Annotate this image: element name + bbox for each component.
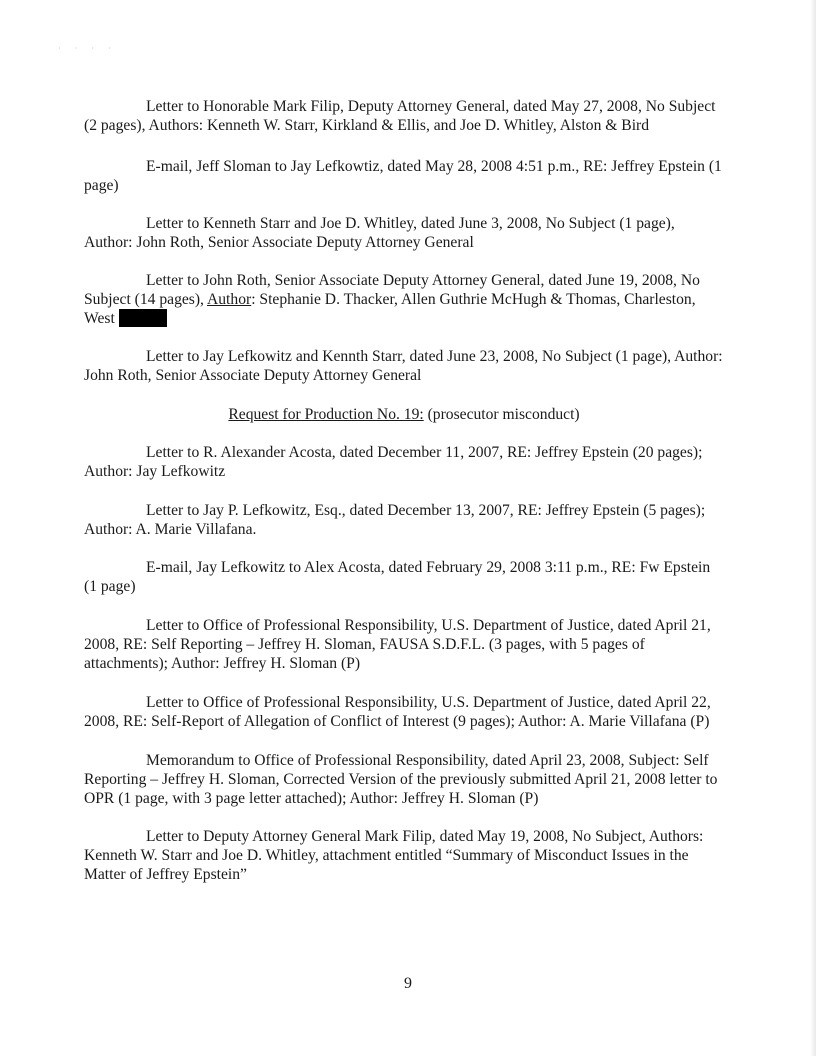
entry-opr-villafana-letter: Letter to Office of Professional Responsibility, U.S. Department of Justice, dated April 22, 2008, RE: Self-Report of Allegation of Conflict of Interest (9 pages); Author: A. Marie Villafana (P) (84, 694, 711, 730)
section-heading-rfp-19 (84, 405, 724, 424)
redaction-block (119, 309, 167, 327)
page-number: 9 (404, 975, 412, 992)
entry-lefkowitz-email: E-mail, Jay Lefkowitz to Alex Acosta, dated February 29, 2008 3:11 p.m., RE: Fw Epstein (1 page) (84, 559, 711, 595)
entry-thacker-text-before: Letter to John Roth, Senior Associate Deputy Attorney General, dated June 19, 2008, No Subject (14 pages), (84, 272, 700, 308)
entry-sloman-email: E-mail, Jeff Sloman to Jay Lefkowtiz, dated May 28, 2008 4:51 p.m., RE: Jeffrey Epstein (1 page) (84, 158, 722, 194)
entry-roth-letter-june23: Letter to Jay Lefkowitz and Kennth Starr, dated June 23, 2008, No Subject (1 page), Author: John Roth, Senior Associate Deputy Attorney General (84, 348, 723, 384)
scan-specks: · · · · (58, 44, 117, 53)
section-heading-underlined: Request for Production No. 19: (228, 406, 424, 423)
entry-opr-memorandum: Memorandum to Office of Professional Responsibility, dated April 23, 2008, Subject: Self Reporting – Jeffrey H. Sloman, Corrected Version of the previously submitted April 21, 2008 letter to OPR (1 page, with 3 page letter attached); Author: Jeffrey H. Sloman (P) (84, 752, 718, 807)
entry-filip-letter: Letter to Honorable Mark Filip, Deputy Attorney General, dated May 27, 2008, No Subject (2 pages), Authors: Kenneth W. Starr, Kirkland & Ellis, and Joe D. Whitley, Alston & Bird (84, 98, 716, 134)
document-body (84, 97, 724, 884)
entry-thacker-author-label: Author (207, 291, 252, 308)
entry-thacker-letter (84, 271, 724, 328)
entry-opr-sloman-letter: Letter to Office of Professional Responsibility, U.S. Department of Justice, dated April 21, 2008, RE: Self Reporting – Jeffrey H. Sloman, FAUSA S.D.F.L. (3 pages, with 5 pages of attachments); Author: Jeffrey H. Sloman (P) (84, 617, 711, 672)
entry-thacker-text-after: : Stephanie D. Thacker, Allen Guthrie McHugh & Thomas, Charleston, West (84, 291, 696, 327)
scan-edge-shadow (810, 0, 816, 1056)
entry-villafana-letter: Letter to Jay P. Lefkowitz, Esq., dated December 13, 2007, RE: Jeffrey Epstein (5 pages); Author: A. Marie Villafana. (84, 502, 706, 538)
section-heading-rest: (prosecutor misconduct) (423, 406, 580, 423)
entry-acosta-letter: Letter to R. Alexander Acosta, dated December 11, 2007, RE: Jeffrey Epstein (20 pages); Author: Jay Lefkowitz (84, 444, 703, 480)
entry-filip-misconduct-letter: Letter to Deputy Attorney General Mark Filip, dated May 19, 2008, No Subject, Authors: Kenneth W. Starr and Joe D. Whitley, attachment entitled “Summary of Misconduct Issues in the Matter of Jeffrey Epstein” (84, 828, 704, 883)
entry-roth-letter: Letter to Kenneth Starr and Joe D. Whitley, dated June 3, 2008, No Subject (1 page), Author: John Roth, Senior Associate Deputy Attorney General (84, 215, 675, 251)
